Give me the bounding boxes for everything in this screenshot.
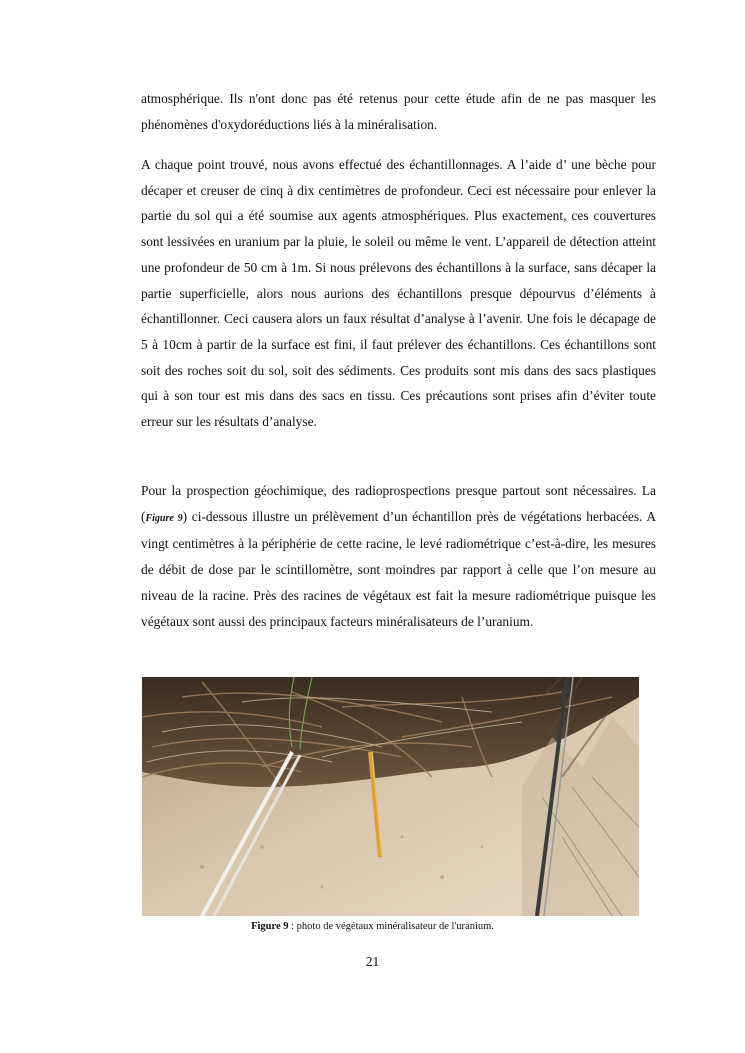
paragraph-3-end: ) ci-dessous illustre un prélèvement d’un échantillon près de végétations herbacées. A vingt centimètres à la périphérie de cette racine, le levé radiométrique c’est-à-dire, les mesures de débit de dose par le scintillomètre, sont moindres par rapport à celle que l’on mesure au niveau de la racine. Près des racines de végétaux est fait la mesure radiométrique puisque les végétaux sont aussi des principaux facteurs minéralisateurs de l’uranium. <box>141 508 657 629</box>
paragraph-1: atmosphérique. Ils n'ont donc pas été retenus pour cette étude afin de ne pas masquer les phénomènes d'oxydoréductions liés à la minéralisation. <box>141 91 656 132</box>
figure-caption-text: : photo de végétaux minéralisateur de l'uranium. <box>288 921 494 932</box>
figure-reference: Figure 9 <box>145 512 183 524</box>
paragraph-2: A chaque point trouvé, nous avons effectué des échantillonnages. A l’aide d’ une bèche pour décaper et creuser de cinq à dix centimètres de profondeur. Ceci est nécessaire pour enlever la partie du sol qui a été soumise aux agents atmosphériques. Plus exactement, ces couvertures sont lessivées en uranium par la pluie, le soleil ou même le vent. L’appareil de détection atteint une profondeur de 50 cm à 1m. Si nous prélevons des échantillons à la surface, sans décaper la partie superficielle, alors nous aurions des échantillons presque dépourvus d’éléments à échantillonner. Ceci causera alors un faux résultat d’analyse à l’avenir. Une fois le décapage de 5 à 10cm à partir de la surface est fini, il faut prélever des échantillons. Ces échantillons sont soit des roches soit du sol, soit des sédiments. Ces produits sont mis dans des sacs plastiques qui à son tour est mis dans des sacs en tissu. Ces précautions sont prises afin d’éviter toute erreur sur les résultats d’analyse. <box>141 157 656 430</box>
paragraph-3 <box>141 478 656 634</box>
vegetation-photo <box>142 677 639 916</box>
page-number: 21 <box>365 954 380 969</box>
figure-caption <box>0 921 745 932</box>
paragraph-3-start: Pour la prospection géochimique, des radioprospections presque partout sont nécessaires. La ( <box>141 483 656 524</box>
figure-caption-label: Figure 9 <box>251 921 289 932</box>
